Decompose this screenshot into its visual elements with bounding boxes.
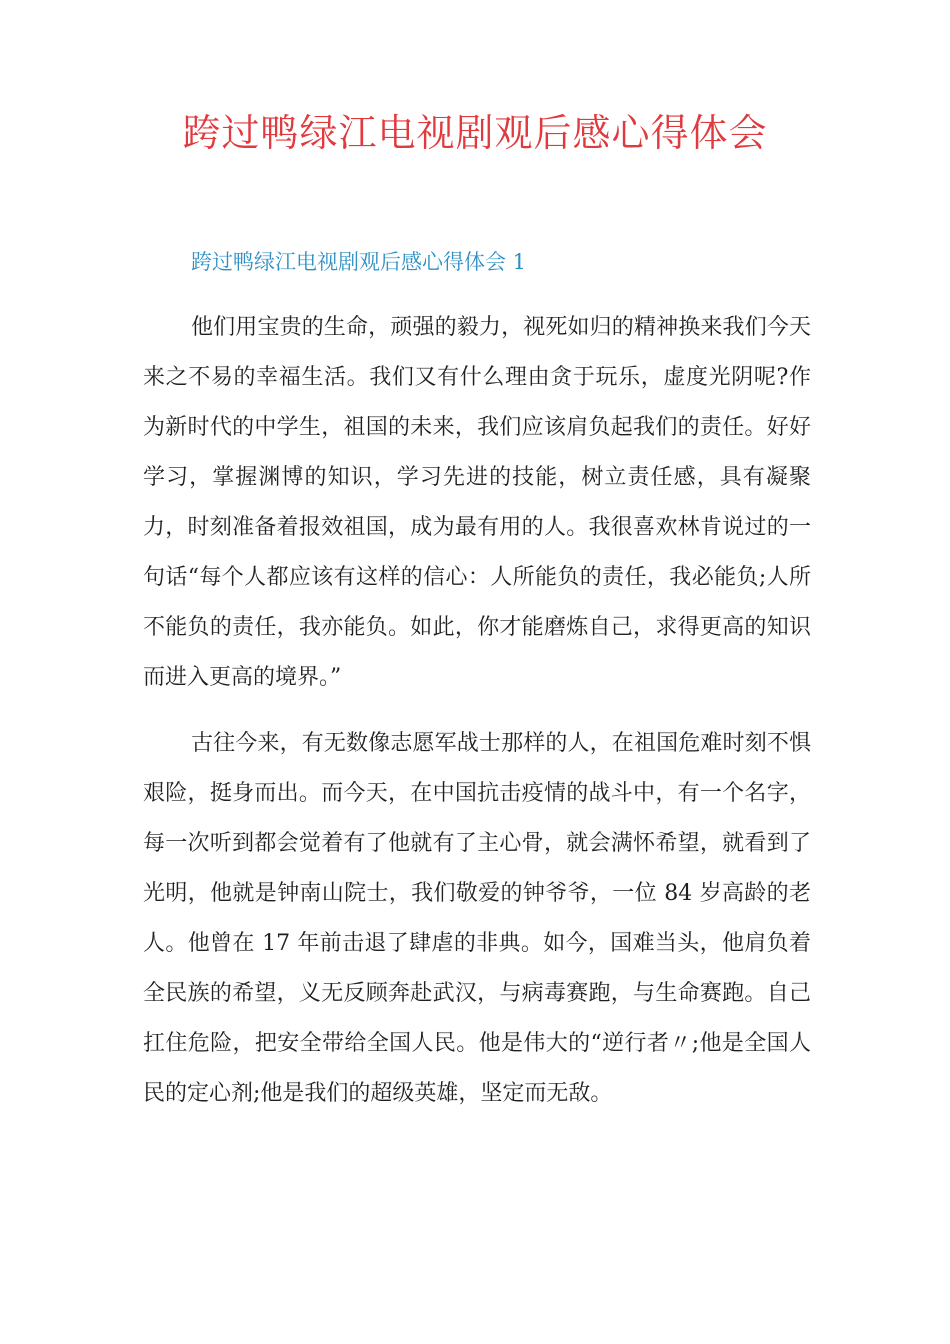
section-heading: 跨过鸭绿江电视剧观后感心得体会 1 [191,250,527,274]
paragraph-2: 古往今来，有无数像志愿军战士那样的人，在祖国危难时刻不惧艰险，挺身而出。而今天，在中国抗击疫情的战斗中，有一个名字，每一次听到都会觉着有了他就有了主心骨，就会满怀希望，就看到了光明，他就是钟南山院士，我们敬爱的钟爷爷，一位 84 岁高龄的老人。他曾在 17 年前击退了肆虐的非典。如今，国难当头，他肩负着全民族的希望，义无反顾奔赴武汉，与病毒赛跑，与生命赛跑。自己扛住危险，把安全带给全国人民。他是伟大的“逆行者〃;他是全国人民的定心剂;他是我们的超级英雄，坚定而无敌。 [143,731,811,1106]
paragraph-1: 他们用宝贵的生命，顽强的毅力，视死如归的精神换来我们今天来之不易的幸福生活。我们又有什么理由贪于玩乐，虚度光阴呢?作为新时代的中学生，祖国的未来，我们应该肩负起我们的责任。好好学习，掌握渊博的知识，学习先进的技能，树立责任感，具有凝聚力，时刻准备着报效祖国，成为最有用的人。我很喜欢林肯说过的一句话“每个人都应该有这样的信心：人所能负的责任，我必能负;人所不能负的责任，我亦能负。如此，你才能磨炼自己，求得更高的知识而进入更高的境界。” [143,315,811,690]
document-title: 跨过鸭绿江电视剧观后感心得体会 [182,111,768,155]
